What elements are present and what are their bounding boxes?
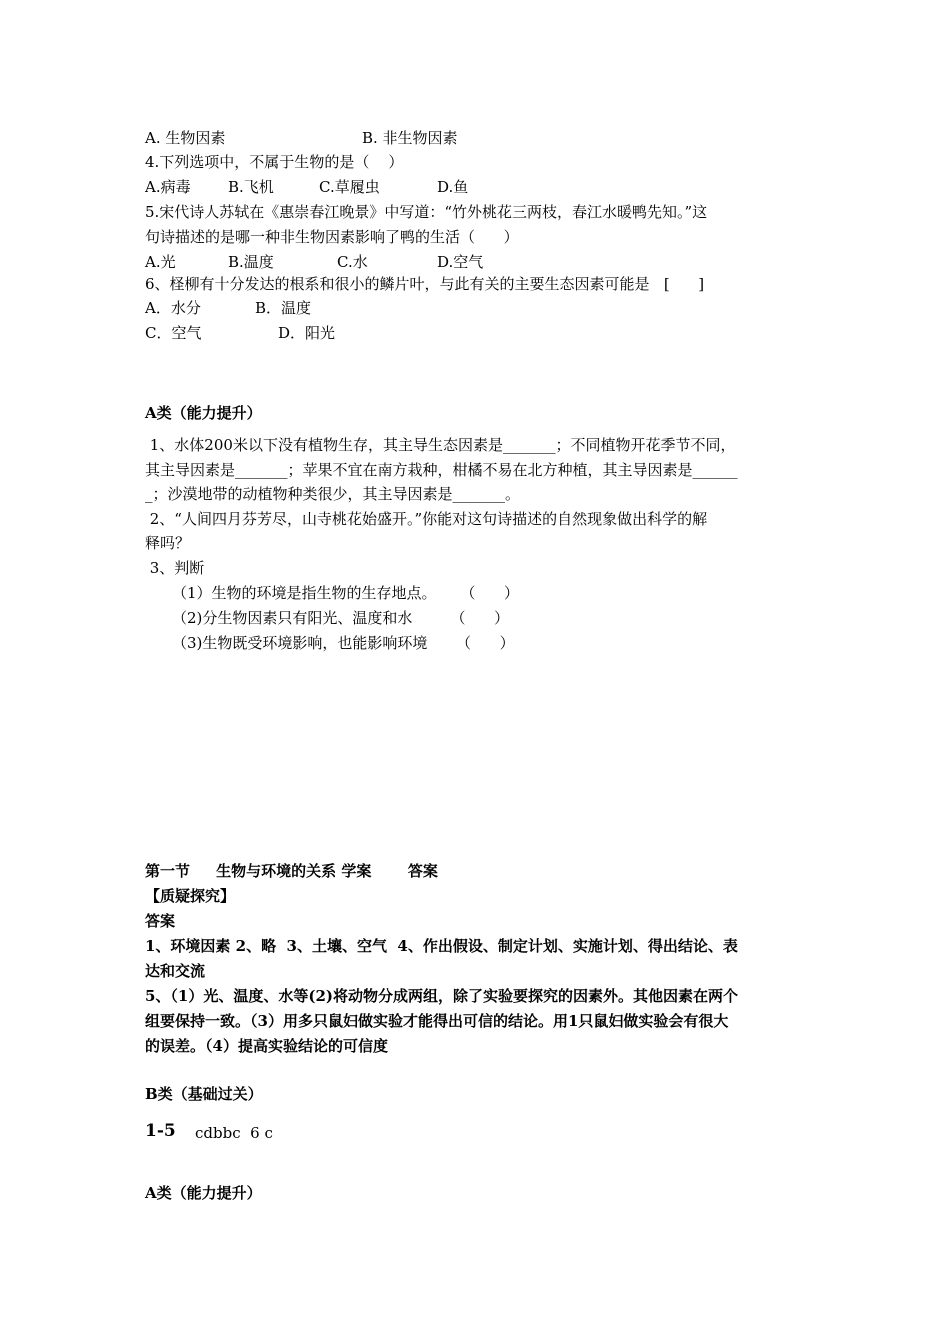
q5-stem-line2: 句诗描述的是哪一种非生物因素影响了鸭的生活（ ） <box>145 228 519 246</box>
q6-option-b: B．温度 <box>255 299 312 317</box>
answers-line5: 的误差。（4）提高实验结论的可信度 <box>145 1037 388 1055</box>
b-class-answers: cdbbc 6 c <box>195 1124 273 1142</box>
b-class-title: B类（基础过关） <box>145 1085 263 1103</box>
judgment-2: （2)分生物因素只有阳光、温度和水 （ ） <box>172 609 510 627</box>
answers-line3: 5、（1）光、温度、水等(2)将动物分成两组，除了实验要探究的因素外。其他因素在两个 <box>145 987 739 1005</box>
q6-option-d: D．阳光 <box>278 324 336 342</box>
q4-option-c: C.草履虫 <box>319 178 380 196</box>
q3-option-a: A. 生物因素 <box>145 129 226 147</box>
answers-label: 答案 <box>145 912 176 930</box>
judgment-3: （3)生物既受环境影响，也能影响环境 （ ） <box>172 634 515 652</box>
a-class-title: A类（能力提升） <box>145 404 262 422</box>
q5-option-a: A.光 <box>145 253 176 271</box>
a-class-q1-line1: 1、水体200米以下没有植物生存，其主导生态因素是_______；不同植物开花季节不同， <box>145 436 736 454</box>
q5-option-d: D.空气 <box>437 253 484 271</box>
q4-option-d: D.鱼 <box>437 178 469 196</box>
q3-option-b: B. 非生物因素 <box>362 129 458 147</box>
a-class-q1-line2: 其主导因素是_______；苹果不宜在南方栽种，柑橘不易在北方种植，其主导因素是______ <box>145 461 738 479</box>
judgment-1: （1）生物的环境是指生物的生存地点。 （ ） <box>172 584 519 602</box>
q4-option-b: B.飞机 <box>228 178 274 196</box>
answers-line1: 1、环境因素 2、略 3、土壤、空气 4、作出假设、制定计划、实施计划、得出结论、表 <box>145 937 738 955</box>
q6-option-a: A．水分 <box>145 299 201 317</box>
q6-option-c: C．空气 <box>145 324 202 342</box>
q5-stem-line1: 5.宋代诗人苏轼在《惠崇春江晚景》中写道：“竹外桃花三两枝，春江水暖鸭先知。”这 <box>145 203 708 221</box>
answers-line2: 达和交流 <box>145 962 206 980</box>
answers-section: 【质疑探究】 <box>145 887 236 905</box>
b-class-answers-number: 1-5 <box>145 1121 176 1141</box>
a-class-answer-title: A类（能力提升） <box>145 1184 262 1202</box>
a-class-q2-line2: 释吗？ <box>145 534 191 552</box>
answers-line4: 组要保持一致。（3）用多只鼠妇做实验才能得出可信的结论。用1只鼠妇做实验会有很大 <box>145 1012 729 1030</box>
a-class-q1-line3: _；沙漠地带的动植物种类很少，其主导因素是_______。 <box>145 485 521 503</box>
answers-title: 第一节 生物与环境的关系 学案 答案 <box>145 862 438 880</box>
q5-option-c: C.水 <box>337 253 368 271</box>
q4-option-a: A.病毒 <box>145 178 191 196</box>
a-class-q2-line1: 2、“人间四月芬芳尽，山寺桃花始盛开。”你能对这句诗描述的自然现象做出科学的解 <box>145 510 708 528</box>
q4-stem: 4.下列选项中，不属于生物的是（ ） <box>145 153 404 171</box>
q5-option-b: B.温度 <box>228 253 274 271</box>
a-class-q3: 3、判断 <box>145 559 205 577</box>
q6-stem: 6、柽柳有十分发达的根系和很小的鳞片叶，与此有关的主要生态因素可能是 [ ] <box>145 275 705 293</box>
